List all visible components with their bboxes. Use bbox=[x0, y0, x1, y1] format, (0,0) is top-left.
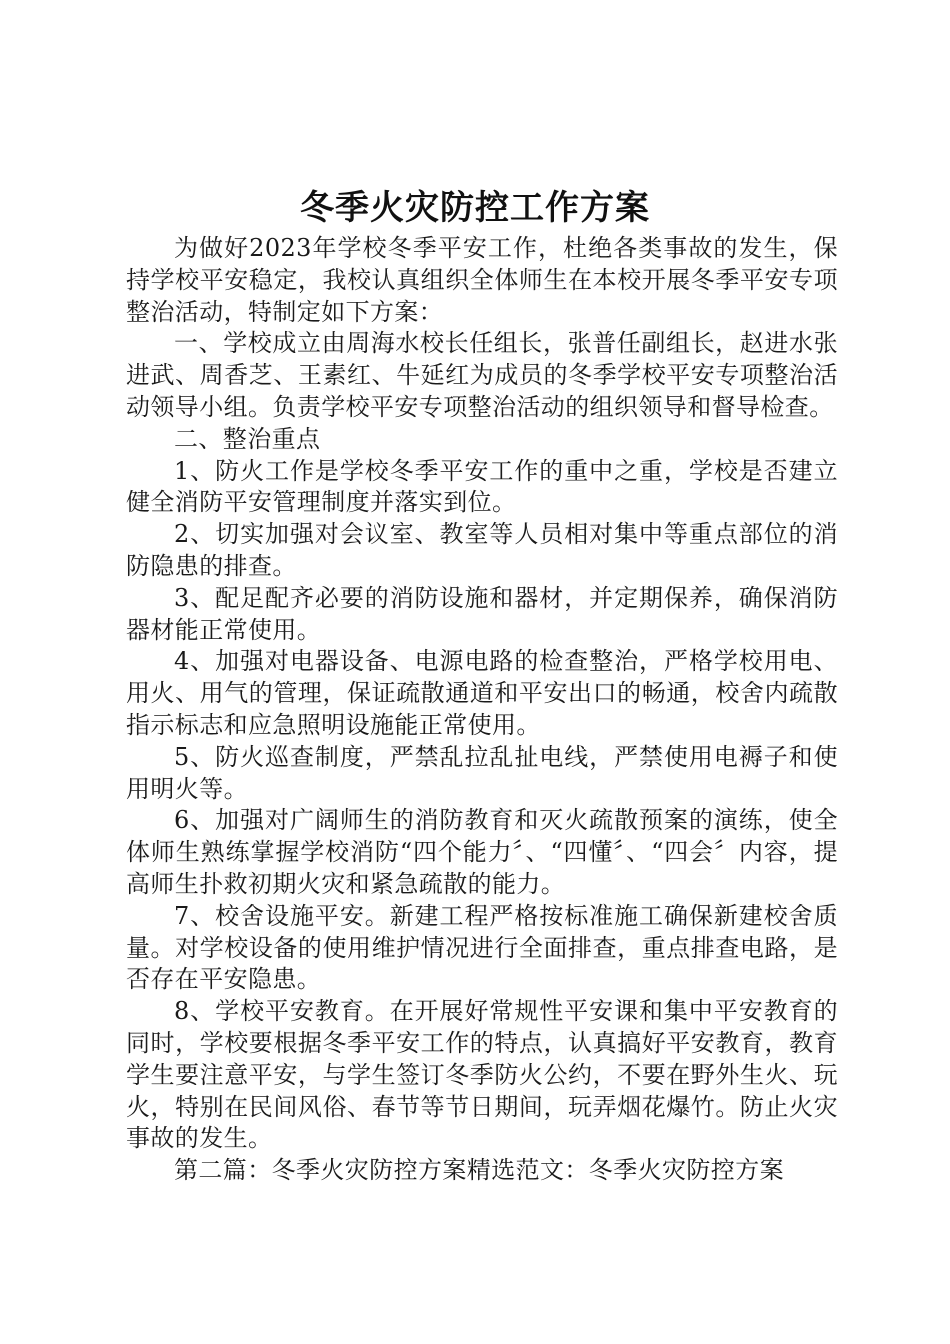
document-title: 冬季火灾防控工作方案 bbox=[300, 188, 650, 228]
second-article-heading: 第二篇：冬季火灾防控方案精选范文：冬季火灾防控方案 bbox=[174, 1156, 784, 1185]
list-item-3: 3、配足配齐必要的消防设施和器材，并定期保养，确保消防器材能正常使用。 bbox=[126, 583, 838, 644]
document-body bbox=[126, 233, 838, 1187]
paragraph-leadership-group: 一、学校成立由周海水校长任组长，张普任副组长，赵进水张进武、周香芝、王素红、牛延红为成员的冬季学校平安专项整治活动领导小组。负责学校平安专项整治活动的组织领导和督导检查。 bbox=[126, 329, 838, 421]
section-heading-key-points: 二、整治重点 bbox=[174, 424, 321, 453]
list-item-4: 4、加强对电器设备、电源电路的检查整治，严格学校用电、用火、用气的管理，保证疏散通道和平安出口的畅通，校舍内疏散指示标志和应急照明设施能正常使用。 bbox=[126, 647, 838, 739]
list-item-6: 6、加强对广阔师生的消防教育和灭火疏散预案的演练，使全体师生熟练掌握学校消防“四个能力〞、“四懂〞、“四会〞内容，提高师生扑救初期火灾和紧急疏散的能力。 bbox=[126, 806, 838, 898]
list-item-8: 8、学校平安教育。在开展好常规性平安课和集中平安教育的同时，学校要根据冬季平安工作的特点，认真搞好平安教育，教育学生要注意平安，与学生签订冬季防火公约，不要在野外生火、玩火，特别在民间风俗、春节等节日期间，玩弄烟花爆竹。防止火灾事故的发生。 bbox=[126, 997, 838, 1153]
list-item-2: 2、切实加强对会议室、教室等人员相对集中等重点部位的消防隐患的排查。 bbox=[126, 520, 838, 580]
list-item-7: 7、校舍设施平安。新建工程严格按标准施工确保新建校舍质量。对学校设备的使用维护情况进行全面排查，重点排查电路，是否存在平安隐患。 bbox=[126, 901, 838, 994]
paragraph-intro: 为做好2023年学校冬季平安工作，杜绝各类事故的发生，保持学校平安稳定，我校认真组织全体师生在本校开展冬季平安专项整治活动，特制定如下方案： bbox=[126, 234, 838, 326]
list-item-1: 1、防火工作是学校冬季平安工作的重中之重，学校是否建立健全消防平安管理制度并落实到位。 bbox=[126, 456, 838, 517]
list-item-5: 5、防火巡查制度，严禁乱拉乱扯电线，严禁使用电褥子和使用明火等。 bbox=[126, 742, 838, 803]
